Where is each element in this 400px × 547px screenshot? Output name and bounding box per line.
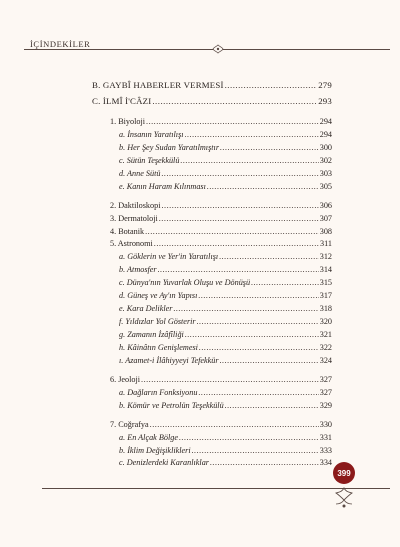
toc-chapter-entry [92, 419, 332, 432]
toc-subentry [92, 400, 332, 413]
toc-dot-leader [145, 226, 319, 238]
toc-entry-label: 1. Biyoloji [110, 117, 146, 126]
toc-dot-leader [198, 387, 318, 399]
toc-subentry [92, 329, 332, 342]
toc-chapter-entry [92, 226, 332, 239]
toc-entry-label: a. Dağların Fonksiyonu [119, 387, 198, 397]
toc-chapter-entry [92, 213, 332, 226]
toc-dot-leader [199, 342, 319, 354]
toc-section-entry [92, 94, 332, 110]
toc-page-number: 333 [319, 445, 332, 455]
toc-page-number: 307 [319, 213, 332, 223]
table-of-contents [92, 78, 332, 470]
toc-subentry [92, 432, 332, 445]
toc-page-number: 317 [319, 291, 332, 301]
toc-dot-leader [219, 251, 319, 263]
toc-page-number: 308 [319, 226, 332, 236]
toc-subentry [92, 387, 332, 400]
toc-dot-leader [162, 200, 319, 212]
toc-page-number: 315 [319, 278, 332, 288]
toc-dot-leader [179, 432, 319, 444]
toc-entry-label: e. Kara Delikler [119, 304, 173, 314]
toc-subentry [92, 264, 332, 277]
toc-entry-label: a. İnsanın Yaratılışı [119, 129, 184, 139]
toc-dot-leader [180, 155, 318, 167]
toc-dot-leader [173, 303, 318, 315]
toc-dot-leader [158, 264, 319, 276]
toc-subentry [92, 290, 332, 303]
toc-dot-leader [185, 329, 319, 341]
toc-page-number: 329 [319, 400, 332, 410]
toc-subentry [92, 277, 332, 290]
toc-dot-leader [154, 238, 319, 250]
toc-page-number: 294 [319, 129, 332, 139]
toc-subentry [92, 342, 332, 355]
toc-dot-leader [251, 277, 319, 289]
toc-page-number: 306 [319, 200, 332, 210]
toc-entry-label: 3. Dermatoloji [110, 213, 158, 223]
toc-chapter-entry [92, 238, 332, 251]
toc-dot-leader [207, 181, 319, 193]
toc-page-number: 300 [319, 142, 332, 152]
toc-entry-label: h. Kâinâtın Genişlemesi [119, 342, 198, 352]
toc-dot-leader [146, 116, 319, 128]
toc-page-number: 294 [319, 117, 332, 126]
toc-entry-label: g. Zamanın İzâfîliği [119, 330, 184, 339]
toc-page-number: 318 [319, 304, 332, 314]
footer-ornament-icon [330, 486, 358, 510]
toc-entry-label: d. Anne Sütü [119, 168, 161, 178]
toc-dot-leader [210, 457, 319, 469]
page-number-badge: 399 [333, 462, 355, 484]
toc-entry-label: C. İLMÎ İ'CÂZI [92, 96, 152, 106]
header-ornament-icon [212, 44, 224, 54]
toc-dot-leader [225, 78, 318, 92]
toc-subentry [92, 129, 332, 142]
toc-dot-leader [192, 445, 319, 457]
toc-dot-leader [197, 316, 319, 328]
toc-entry-label: 5. Astronomi [110, 239, 153, 249]
toc-chapter-entry [92, 116, 332, 129]
toc-dot-leader [161, 168, 318, 180]
toc-page-number: 327 [319, 387, 332, 397]
running-header: İÇİNDEKİLER [30, 39, 91, 49]
toc-page-number: 322 [319, 342, 332, 352]
toc-page-number: 324 [319, 355, 332, 365]
toc-page-number: 334 [319, 458, 332, 468]
toc-page-number: 320 [319, 317, 332, 327]
toc-entry-label: c. Dünya'nın Yuvarlak Oluşu ve Dönüşü [119, 278, 251, 288]
toc-entry-label: B. GAYBÎ HABERLER VERMESİ [92, 80, 224, 90]
toc-entry-label: b. Kömür ve Petrolün Teşekkülü [119, 400, 224, 410]
toc-entry-label: b. İklim Değişiklikleri [119, 445, 191, 455]
toc-entry-label: e. Kanın Haram Kılınması [119, 181, 206, 191]
toc-section-entry [92, 78, 332, 94]
toc-dot-leader [150, 419, 319, 431]
toc-dot-leader [152, 94, 317, 108]
toc-subentry [92, 142, 332, 155]
toc-entry-label: b. Her Şey Sudan Yaratılmıştır [119, 142, 219, 152]
toc-subentry [92, 155, 332, 168]
toc-page-number: 293 [318, 96, 332, 106]
toc-page-number: 330 [319, 419, 332, 429]
toc-dot-leader [185, 129, 319, 141]
toc-dot-leader [141, 374, 319, 386]
toc-subentry [92, 445, 332, 458]
toc-chapter-entry [92, 374, 332, 387]
toc-page-number: 303 [319, 168, 332, 178]
toc-page-number: 312 [319, 252, 332, 262]
toc-page-number: 331 [319, 432, 332, 442]
toc-entry-label: ı. Azamet-i İlâhiyyeyi Tefekkür [119, 355, 219, 365]
toc-page-number: 311 [320, 239, 332, 249]
toc-dot-leader [159, 213, 319, 225]
toc-entry-label: c. Denizlerdeki Karanlıklar [119, 458, 209, 468]
toc-subentry [92, 303, 332, 316]
toc-subentry [92, 251, 332, 264]
toc-subentry [92, 181, 332, 194]
toc-subentry [92, 316, 332, 329]
toc-entry-label: d. Güneş ve Ay'ın Yapısı [119, 291, 198, 301]
toc-page-number: 302 [319, 155, 332, 165]
toc-entry-label: c. Sütün Teşekkülü [119, 155, 180, 165]
toc-dot-leader [220, 142, 319, 154]
toc-entry-label: b. Atmosfer [119, 265, 157, 275]
toc-entry-label: a. En Alçak Bölge [119, 432, 178, 442]
toc-entry-label: a. Göklerin ve Yer'in Yaratılışı [119, 252, 219, 262]
header-rule [24, 49, 390, 50]
toc-dot-leader [198, 290, 318, 302]
toc-chapter-entry [92, 200, 332, 213]
toc-subentry [92, 168, 332, 181]
toc-entry-label: 2. Daktiloskopi [110, 200, 161, 210]
toc-dot-leader [220, 355, 319, 367]
toc-entry-label: 7. Coğrafya [110, 419, 149, 429]
toc-entry-label: 4. Botanik [110, 226, 145, 236]
toc-subentry [92, 457, 332, 470]
toc-page-number: 314 [319, 265, 332, 275]
toc-entry-label: 6. Jeoloji [110, 374, 141, 384]
toc-page-number: 327 [319, 374, 332, 384]
toc-page-number: 305 [319, 181, 332, 191]
toc-page-number: 279 [318, 80, 332, 90]
toc-subentry [92, 355, 332, 368]
toc-dot-leader [225, 400, 319, 412]
toc-entry-label: f. Yıldızlar Yol Gösterir [119, 317, 196, 327]
toc-page-number: 321 [319, 330, 332, 339]
